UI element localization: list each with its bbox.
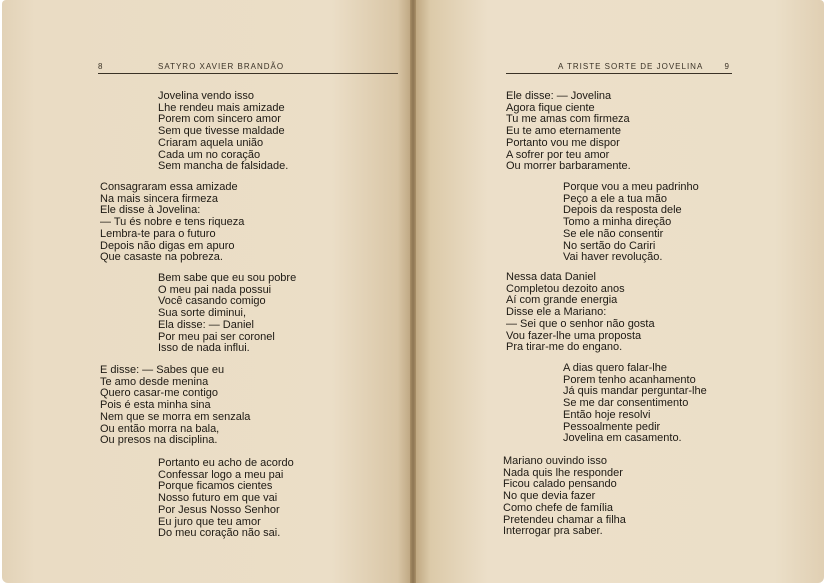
verse-line: Nessa data Daniel (506, 271, 596, 283)
verse-line: Aí com grande energia (506, 294, 618, 307)
verse-line: Agora fique ciente (506, 101, 595, 114)
stanza (563, 363, 707, 445)
verse-line: Bem sabe que eu sou pobre (158, 272, 297, 284)
stanza (158, 273, 296, 355)
verse-line: Por meu pai ser coronel (158, 330, 275, 343)
verse-line: Sua sorte diminui, (158, 307, 247, 320)
book-gutter (410, 0, 416, 583)
verse-line: Disse ele a Mariano: (506, 306, 607, 319)
stanza (100, 365, 250, 447)
right-running-head: A TRISTE SORTE DE JOVELINA (558, 62, 704, 71)
verse-line: Criaram aquela união (158, 136, 264, 149)
verse-line: Completou dezoito anos (506, 282, 625, 295)
left-running-head: SATYRO XAVIER BRANDÃO (158, 62, 285, 71)
verse-line: Consagraram essa amizade (100, 181, 238, 193)
verse-line: Tomo a minha direção (563, 216, 672, 229)
verse-line: Lembra-te para o futuro (100, 227, 216, 240)
verse-line: Eu te amo eternamente (506, 125, 621, 138)
verse-line: Como chefe de família (503, 501, 614, 514)
verse-line: Já quis mandar perguntar-lhe (563, 385, 707, 398)
verse-line: Pois é esta minha sina (100, 399, 211, 412)
verse-line: E disse: — Sabes que eu (100, 364, 225, 376)
verse-line: Portanto eu acho de acordo (158, 457, 294, 469)
verse-line: Ele disse: — Jovelina (506, 90, 612, 102)
verse-line: A sofrer por teu amor (506, 148, 610, 161)
verse-line: Pra tirar-me do engano. (506, 341, 623, 354)
verse-line: Nosso futuro em que vai (158, 492, 278, 505)
right-page-number: 9 (724, 62, 730, 71)
verse-line: Então hoje resolvi (563, 408, 651, 421)
verse-line: Ele disse à Jovelina: (100, 204, 201, 217)
verse-line: Nada quis lhe responder (503, 466, 623, 479)
verse-line: Na mais sincera firmeza (100, 192, 218, 205)
verse-line: Pessoalmente pedir (563, 420, 661, 433)
verse-line: Do meu coração não sai. (158, 527, 281, 540)
stanza (158, 458, 294, 540)
verse-line: A dias quero falar-lhe (563, 362, 667, 374)
verse-line: Porque vou a meu padrinho (563, 181, 699, 193)
verse-line: Te amo desde menina (100, 375, 209, 388)
verse-line: — Sei que o senhor não gosta (506, 317, 655, 330)
verse-line: Portanto vou me dispor (506, 136, 620, 149)
verse-line: Depois não digas em apuro (100, 239, 235, 252)
verse-line: — Tu és nobre e tens riqueza (100, 216, 245, 229)
verse-line: Cada um no coração (158, 148, 261, 161)
verse-line: Isso de nada influi. (158, 342, 250, 355)
verse-line: No que devia fazer (503, 490, 596, 503)
verse-line: Você casando comigo (158, 295, 266, 308)
verse-line: O meu pai nada possui (158, 283, 272, 296)
verse-line: Sem que tivesse maldade (158, 125, 285, 138)
right-running-header (506, 62, 732, 74)
verse-line: No sertão do Cariri (563, 239, 656, 252)
verse-line: Peço a ele a tua mão (563, 192, 667, 205)
verse-line: Sem mancha de falsidade. (158, 160, 289, 173)
verse-line: Ou morrer barbaramente. (506, 160, 631, 173)
verse-line: Pretendeu chamar a filha (503, 513, 626, 526)
verse-line: Lhe rendeu mais amizade (158, 101, 285, 114)
stanza (506, 272, 655, 354)
verse-line: Eu juro que teu amor (158, 515, 261, 528)
verse-line: Depois da resposta dele (563, 204, 682, 217)
stanza (503, 456, 626, 538)
verse-line: Porque ficamos cientes (158, 480, 273, 493)
verse-line: Por Jesus Nosso Senhor (158, 503, 280, 516)
stanza (563, 182, 699, 264)
stanza (506, 91, 631, 173)
verse-line: Interrogar pra saber. (503, 525, 603, 538)
verse-line: Ou presos na disciplina. (100, 434, 218, 447)
verse-line: Ela disse: — Daniel (158, 318, 254, 331)
left-running-header (98, 62, 398, 74)
verse-line: Jovelina vendo isso (158, 90, 255, 102)
verse-line: Ou então morra na bala, (100, 422, 220, 435)
verse-line: Se ele não consentir (563, 227, 664, 240)
stanza (158, 91, 288, 173)
verse-line: Porem com sincero amor (158, 113, 281, 126)
left-page-number: 8 (98, 62, 104, 71)
verse-line: Nem que se morra em senzala (100, 410, 251, 423)
verse-line: Quero casar-me contigo (100, 387, 218, 400)
verse-line: Que casaste na pobreza. (100, 251, 223, 264)
verse-line: Se me dar consentimento (563, 397, 689, 410)
verse-line: Porem tenho acanhamento (563, 373, 696, 386)
verse-line: Jovelina em casamento. (563, 432, 682, 445)
stanza (100, 182, 244, 264)
verse-line: Vou fazer-lhe uma proposta (506, 329, 642, 342)
verse-line: Vai haver revolução. (563, 251, 663, 264)
verse-line: Mariano ouvindo isso (503, 455, 607, 467)
verse-line: Tu me amas com firmeza (506, 113, 630, 126)
verse-line: Confessar logo a meu pai (158, 468, 284, 481)
verse-line: Ficou calado pensando (503, 478, 617, 491)
